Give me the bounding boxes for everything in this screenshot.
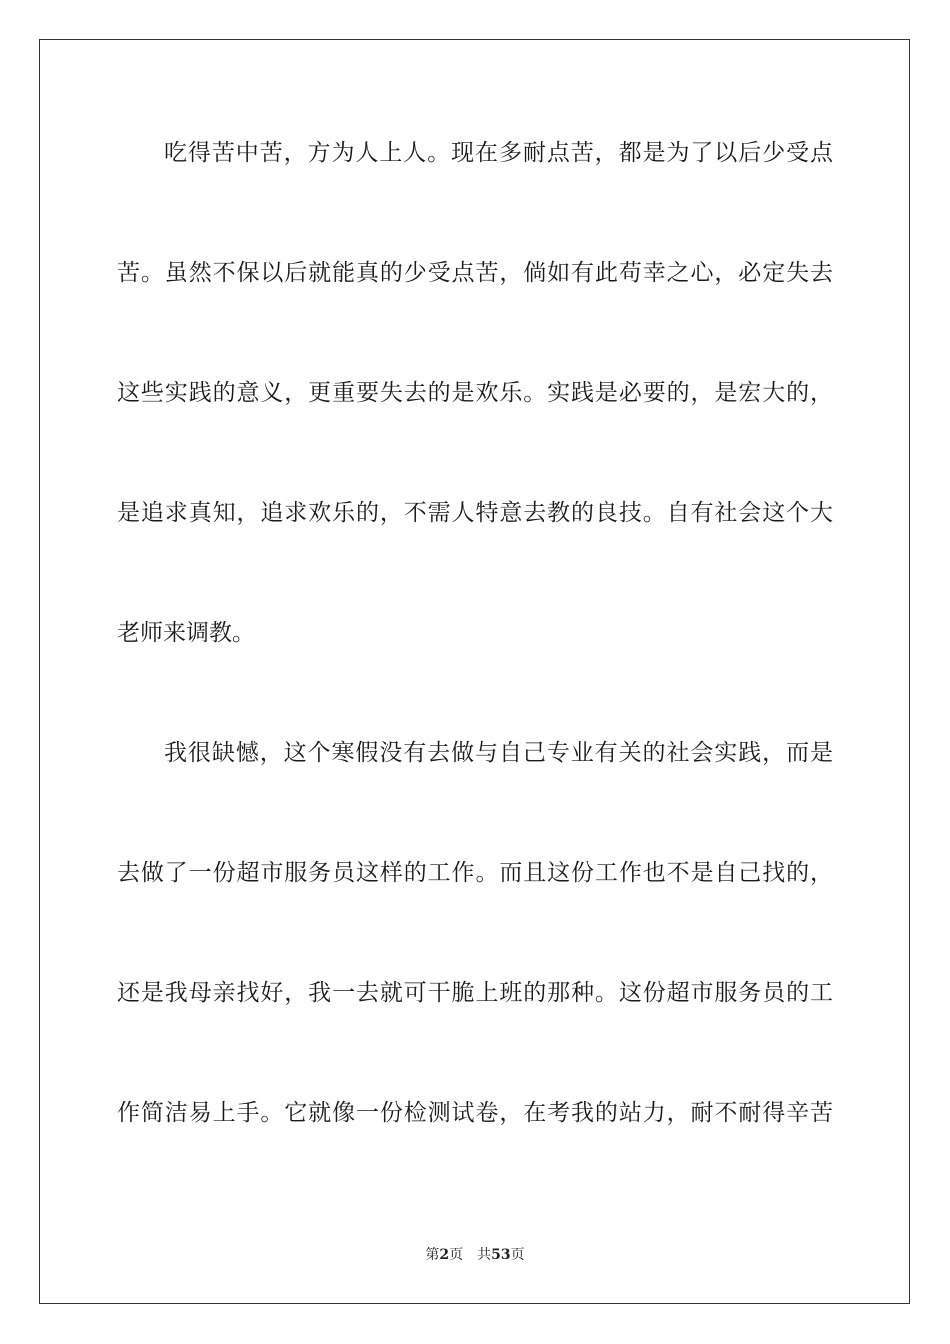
paragraph-2-line-3: 还是我母亲找好，我一去就可干脆上班的那种。这份超市服务员的工 — [117, 980, 833, 1006]
paragraph-1-line-5: 老师来调教。 — [117, 620, 255, 646]
paragraph-2-line-2: 去做了一份超市服务员这样的工作。而且这份工作也不是自己找的， — [117, 860, 833, 886]
page-footer — [0, 1246, 950, 1264]
total-prefix: 共 — [477, 1247, 492, 1263]
paragraph-1-line-2: 苦。虽然不保以后就能真的少受点苦，倘如有此苟幸之心，必定失去 — [117, 260, 833, 286]
total-pages: 53 — [491, 1247, 511, 1263]
paragraph-2-line-4: 作简洁易上手。它就像一份检测试卷，在考我的站力，耐不耐得辛苦 — [117, 1100, 833, 1126]
page-prefix: 第 — [425, 1247, 440, 1263]
page-number: 2 — [439, 1247, 450, 1263]
paragraph-1-line-3: 这些实践的意义，更重要失去的是欢乐。实践是必要的，是宏大的， — [117, 380, 833, 406]
paragraph-2-line-1: 我很缺憾，这个寒假没有去做与自己专业有关的社会实践，而是 — [164, 740, 833, 766]
total-suffix: 页 — [510, 1247, 525, 1263]
page-suffix: 页 — [449, 1247, 464, 1263]
paragraph-1-line-4: 是追求真知，追求欢乐的，不需人特意去教的良技。自有社会这个大 — [117, 500, 833, 526]
paragraph-1-line-1: 吃得苦中苦，方为人上人。现在多耐点苦，都是为了以后少受点 — [164, 140, 833, 166]
